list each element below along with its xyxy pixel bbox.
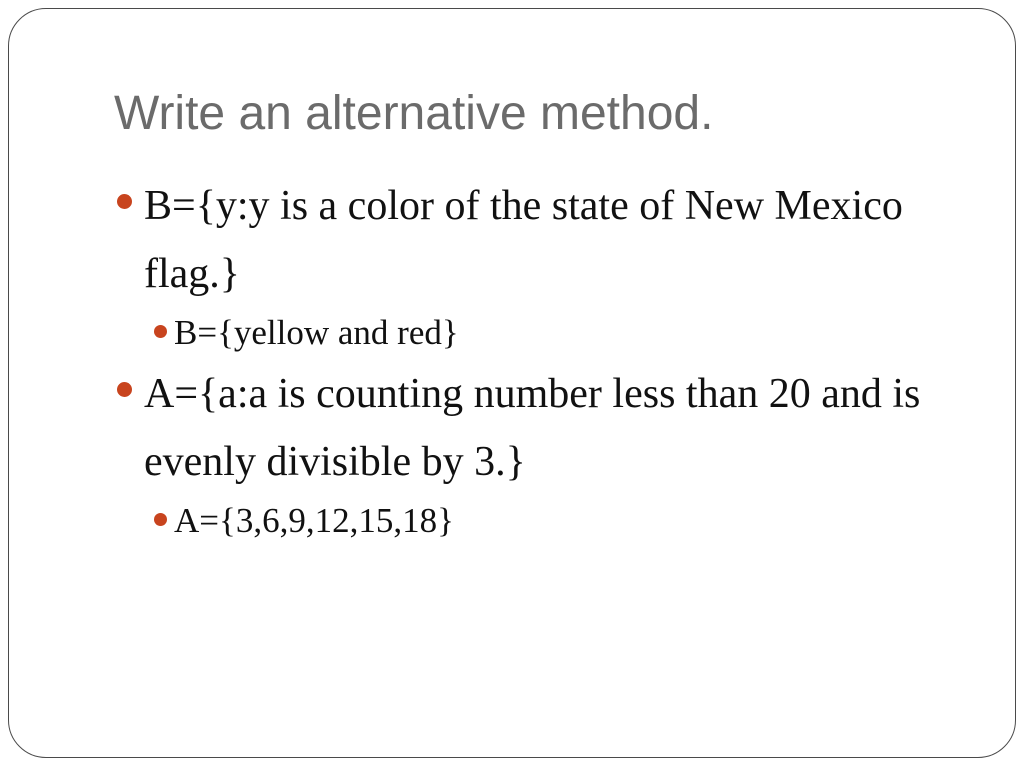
slide-content <box>112 172 932 546</box>
sub-bullet-item-a-roster <box>112 496 932 546</box>
bullet-text: B={y:y is a color of the state of New Mexico flag.} <box>144 183 903 297</box>
sub-bullet-text: A={3,6,9,12,15,18} <box>174 501 454 540</box>
sub-bullet-item-b-roster <box>112 308 932 358</box>
bullet-item-b-definition <box>112 172 932 308</box>
slide-title: Write an alternative method. <box>114 87 714 140</box>
bullet-dot-icon <box>117 382 132 397</box>
bullet-item-a-definition <box>112 360 932 496</box>
sub-bullet-text: B={yellow and red} <box>174 313 459 352</box>
bullet-dot-icon <box>154 325 167 338</box>
bullet-dot-icon <box>117 194 132 209</box>
bullet-dot-icon <box>154 513 167 526</box>
bullet-text: A={a:a is counting number less than 20 and is evenly divisible by 3.} <box>144 371 921 485</box>
